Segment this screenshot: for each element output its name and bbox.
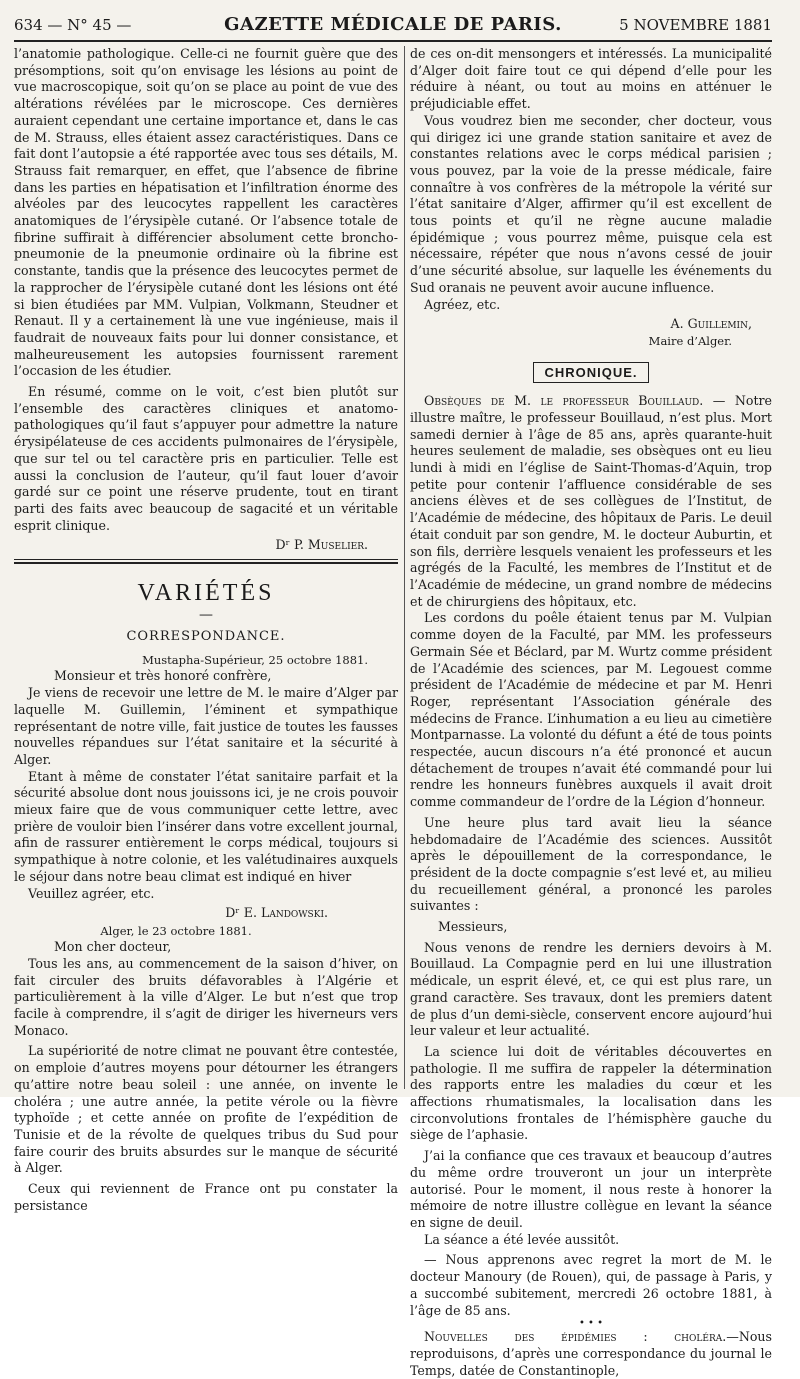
salutation-2: Mon cher docteur, <box>54 939 172 955</box>
right-column <box>410 46 772 1378</box>
left-paragraph-5: Veuillez agréer, etc. <box>28 885 155 901</box>
left-paragraph-7: La supériorité de notre climat ne pouvant être contestée, on emploie d’autres moyens pour détourner les étrangers qu’attire notre beau soleil : une année, on invente le choléra ; une autre année, la petite vérole ou la fièvre typhoïde ; et cette année on profite de l’expédition de Tunisie et de la révolte de quelques tribus du Sud pour faire courir des bruits absurdes sur le manque de sécurité à Alger. <box>14 1043 398 1176</box>
left-paragraph-8: Ceux qui reviennent de France ont pu constater la persistance <box>14 1181 398 1213</box>
right-paragraph-7: La science lui doit de véritables découvertes en pathologie. Il me suffira de rappeler la détermination des rapports entre les maladies du cœur et les affections rhumatismales, la localisation dans les circonvolutions frontales de l’hémisphère gauche du siège de l’aphasie. <box>410 1043 772 1143</box>
signature-landowski: Dʳ E. Landowski. <box>225 905 328 921</box>
section-rule-double <box>14 562 398 564</box>
right-paragraph-9: La séance a été levée aussitôt. <box>424 1231 620 1247</box>
signature-guillemin: A. Guillemin, <box>670 316 752 332</box>
obseques-text: — Notre illustre maître, le professeur Bouillaud, n’est plus. Mort samedi dernier à l’âge de 85 ans, après quarante-huit heures seulement de maladie, ses obsèques ont eu lieu lundi à midi en l’église de Saint-Thomas-d’Aquin, trop petite pour contenir l’affluence considérable de ses anciens élèves et de ses collègues de l’Institut, de l’Académie de médecine, des hôpitaux de Paris. Le deuil était conduit par son gendre, M. le docteur Auburtin, et son fils, derrière lesquels venaient les professeurs et les agrégés de la Faculté, les membres de l’Institut et de l’Académie de médecine, un grand nombre de médecins et de chirurgiens des hôpitaux, etc. <box>410 393 772 609</box>
obseques-label: Obsèques de M. le professeur Bouillaud. <box>424 393 704 409</box>
section-rule <box>14 559 398 560</box>
obseques-paragraph <box>410 393 772 610</box>
page-number: 634 — N° 45 — <box>14 16 132 34</box>
nouvelles-paragraph <box>410 1329 772 1379</box>
signature-title: Maire d’Alger. <box>648 334 732 349</box>
right-paragraph-1: de ces on-dit mensongers et intéressés. La municipalité d’Alger doit faire tout ce qui dépend d’elle pour les réduire à néant, ou tout au moins en atténuer le préjudiciable effet. <box>410 46 772 112</box>
left-paragraph-1: l’anatomie pathologique. Celle-ci ne fournit guère que des présomptions, soit qu’on envisage les lésions au point de vue macroscopique, soit qu’on se place au point de vue des altérations révélées par le microscope. Ces dernières auraient cependant une certaine importance et, dans le cas de M. Strauss, elles étaient assez caractéristiques. Dans ce fait dont l’autopsie a été rapportée avec tous ses détails, M. Strauss fait remarquer, en effet, que l’absence de fibrine dans les parties en hépatisation et l’infiltration énorme des alvéoles par des leucocytes rappellent les caractères anatomiques de l’érysipèle cutané. Or l’absence totale de fibrine suffirait à différencier absolument cette broncho-pneumonie de la pneumonie ordinaire où la fibrine est constante, tandis que la présence des leucocytes permet de la rapprocher de l’érysipèle cutané dont les lésions ont été si bien étudiées par MM. Vulpian, Volkmann, Steudner et Renaut. Il y a certainement là une vue ingénieuse, mais il faudrait de nouveaux faits pour lui donner consistance, et malheureusement les autopsies fournissent rarement l’occasion de les étudier. <box>14 46 398 379</box>
varietes-heading: VARIÉTÉS <box>137 580 275 607</box>
left-paragraph-2: En résumé, comme on le voit, c’est bien plutôt sur l’ensemble des caractères cliniques et anatomo-pathologiques qu’il faut s’appuyer pour admettre la nature érysipélateuse de ces accidents pulmonaires de l’érysipèle, que sur tel ou tel caractère pris en particulier. Telle est aussi la conclusion de l’auteur, qu’il faut louer d’avoir gardé sur ce point une réserve prudente, tout en tirant parti des faits avec beaucoup de sagacité et un véritable esprit clinique. <box>14 384 398 533</box>
heading-dash: — <box>199 607 213 624</box>
right-paragraph-2: Vous voudrez bien me seconder, cher docteur, vous qui dirigez ici une grande station sanitaire et avez de constantes relations avec le corps médical parisien ; vous pouvez, par la voie de la presse médicale, faire connaître à vos confrères de la métropole la vérité sur l’état sanitaire d’Alger, affirmer qu’il est excellent de tous points et qu’il ne règne aucune maladie épidémique ; vous pourrez même, puisque cela est nécessaire, répéter que nous n’avons cessé de jouir d’une sécurité absolue, sur laquelle les événements du Sud oranais ne peuvent avoir aucune influence. <box>410 112 772 295</box>
dateline-alger: Alger, le 23 octobre 1881. <box>100 924 252 939</box>
journal-title: GAZETTE MÉDICALE DE PARIS. <box>224 14 562 35</box>
dateline-mustapha: Mustapha-Supérieur, 25 octobre 1881. <box>142 653 368 668</box>
right-paragraph-5: Une heure plus tard avait lieu la séance hebdomadaire de l’Académie des sciences. Aussitôt après le dépouillement de la correspondance, le président de la docte compagnie s’est levé et, au milieu du recueillement général, a prononcé les paroles suivantes : <box>410 814 772 914</box>
right-paragraph-10: — Nous apprenons avec regret la mort de M. le docteur Manoury (de Rouen), qui, de passage à Paris, y a succombé subitement, mercredi 26 octobre 1881, à l’âge de 85 ans. <box>410 1252 772 1318</box>
chronique-heading: CHRONIQUE. <box>533 362 648 383</box>
correspondance-heading: CORRESPONDANCE. <box>126 629 286 645</box>
left-column <box>14 46 398 1213</box>
page-header <box>14 10 772 42</box>
nouvelles-text: —Nous reproduisons, d’après une correspondance du journal le Temps, datée de Constantinople, <box>410 1329 772 1378</box>
right-paragraph-4: Les cordons du poêle étaient tenus par M. Vulpian comme doyen de la Faculté, par MM. les professeurs Germain Sée et Béclard, par M. Wurtz comme président de l’Académie des sciences, par M. Legouest comme président de l’Académie de médecine et par M. Henri Roger, représentant l’Association générale des médecins de France. L’inhumation a eu lieu au cimetière Montparnasse. La volonté du défunt a été de tous points respectée, aucun discours n’a été prononcé et aucun détachement de troupes n’avait été commandé pour lui rendre les honneurs funèbres auxquels il avait droit comme commandeur de l’ordre de la Légion d’honneur. <box>410 610 772 810</box>
messieurs: Messieurs, <box>438 919 508 935</box>
left-paragraph-4: Etant à même de constater l’état sanitaire parfait et la sécurité absolue dont nous jouissons ici, je ne crois pouvoir mieux faire que de vous communiquer cette lettre, avec prière de vouloir bien l’insérer dans votre excellent journal, afin de rassurer entièrement le corps médical, toujours si sympathique à notre colonie, et les valétudinaires auxquels le séjour dans notre beau climat est indiqué en hiver <box>14 768 398 884</box>
nouvelles-label: Nouvelles des épidémies : choléra. <box>424 1329 727 1345</box>
signature-muselier: Dʳ P. Muselier. <box>275 537 368 553</box>
issue-date: 5 NOVEMBRE 1881 <box>619 16 772 34</box>
separator-stars: • • • <box>578 1318 604 1330</box>
right-paragraph-3: Agréez, etc. <box>424 296 501 312</box>
left-paragraph-3: Je viens de recevoir une lettre de M. le maire d’Alger par laquelle M. Guillemin, l’éminent et sympathique représentant de notre ville, fait justice de toutes les fausses nouvelles répandues sur l’état sanitaire et la sécurité à Alger. <box>14 685 398 767</box>
left-paragraph-6: Tous les ans, au commencement de la saison d’hiver, on fait circuler des bruits défavorables à l’Algérie et particulièrement à la ville d’Alger. Le but n’est que trop facile à comprendre, il s’agit de diriger les hiverneurs vers Monaco. <box>14 955 398 1038</box>
chronique-heading-box <box>410 362 772 383</box>
right-paragraph-8: J’ai la confiance que ces travaux et beaucoup d’autres du même ordre trouveront un jour un interprète autorisé. Pour le moment, il nous reste à honorer la mémoire de notre illustre collègue en levant la séance en signe de deuil. <box>410 1148 772 1230</box>
column-divider <box>404 46 405 1089</box>
salutation-1: Monsieur et très honoré confrère, <box>54 668 272 684</box>
right-paragraph-6: Nous venons de rendre les derniers devoirs à M. Bouillaud. La Compagnie perd en lui une illustration médicale, un esprit élevé, et, ce qui est plus rare, un grand caractère. Ses travaux, dont les premiers datent de plus d’un demi-siècle, conservent encore aujourd’hui leur valeur et leur actualité. <box>410 939 772 1039</box>
